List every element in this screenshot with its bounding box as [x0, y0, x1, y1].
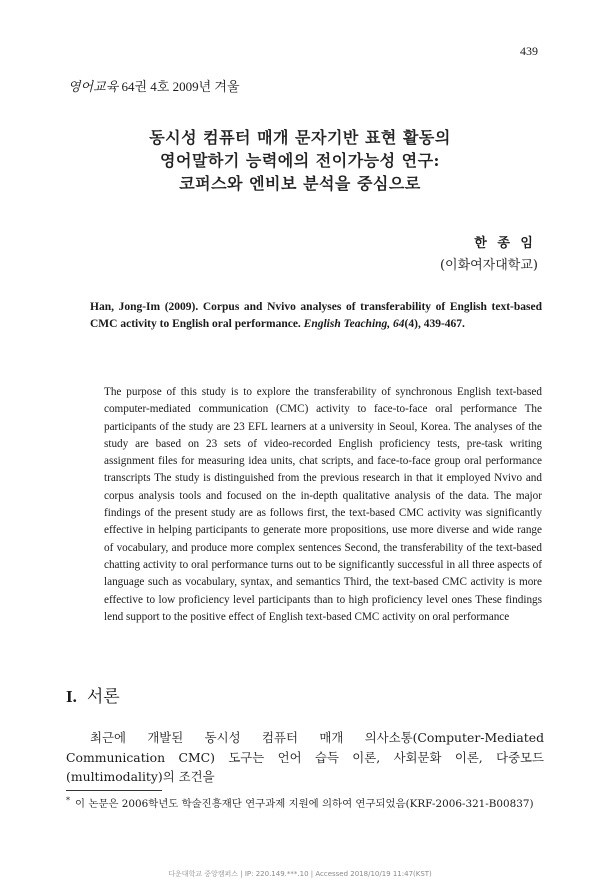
abstract: The purpose of this study is to explore the transferability of synchronous English text-based computer-mediated communication (CMC) activity to face-to-face oral performance The participants of the study are 23 EFL learners at a university in Seoul, Korea. The analyses of the study are based on 23 sets of video-recorded English proficiency tests, pre-task writing assignment files for measuring idea units, chat scripts, and face-to-face group oral performance transcripts The study is distinguished from the previous research in that it employed Nvivo and corpus analysis tools and focused on the in-depth qualitative analysis of the data. The major findings of the present study are as follows first, the text-based CMC activity was significantly effective in helping participants to generate more propositions, use more diverse and wide range of vocabulary, and produce more complex sentences Second, the transferability of the text-based chatting activity to oral performance turns out to be significantly successful in all three aspects of language such as vocabulary, syntax, and semantics Third, the text-based CMC activity is more effective to low proficiency level participants than to high proficiency level ones These findings lend support to the positive effect of English text-based CMC activity on oral performance [104, 386, 542, 623]
page-number: 439 [520, 44, 538, 58]
title-line-2: 영어말하기 능력에의 전이가능성 연구: [160, 151, 440, 170]
title-line-1: 동시성 컴퓨터 매개 문자기반 표현 활동의 [149, 128, 451, 147]
footnote-mark: * [66, 795, 70, 805]
citation-issue-pages: (4), 439-467. [404, 318, 465, 330]
footnote-text: 이 논문은 2006학년도 학술진흥재단 연구과제 지원에 의하여 연구되었음(KRF-2006-321-B00837) [75, 798, 534, 810]
author-affiliation: (이화여자대학교) [439, 258, 538, 273]
citation-title: Corpus and Nvivo analyses of transferability of English text-based CMC activity to English oral performance. [90, 301, 543, 330]
body-paragraph: 최근에 개발된 동시성 컴퓨터 매개 의사소통(Computer-Mediated Communication CMC) 도구는 언어 습득 이론, 사회문화 이론, 다중모드(multimodality)의 조건을 [66, 730, 544, 784]
journal-issue: 64권 4호 2009년 겨울 [118, 79, 240, 94]
paper-title [0, 126, 600, 195]
citation-journal: English Teaching, 64 [303, 318, 405, 330]
section-heading [66, 682, 120, 707]
citation-authors: Han, Jong-Im (2009). [90, 301, 203, 313]
section-title: 서론 [86, 687, 120, 706]
access-stamp: 다운대학교 중앙캠퍼스 | IP: 220.149.***.10 | Accessed 2018/10/19 11:47(KST) [168, 870, 432, 878]
title-line-3: 코퍼스와 엔비보 분석을 중심으로 [179, 174, 421, 193]
footnote-divider [66, 790, 162, 791]
author-name: 한 종 임 [474, 236, 536, 251]
citation [90, 299, 542, 333]
journal-name: 영어교육 [68, 79, 119, 94]
journal-header [68, 76, 240, 95]
footnote [66, 795, 534, 810]
section-number: I. [66, 687, 77, 706]
